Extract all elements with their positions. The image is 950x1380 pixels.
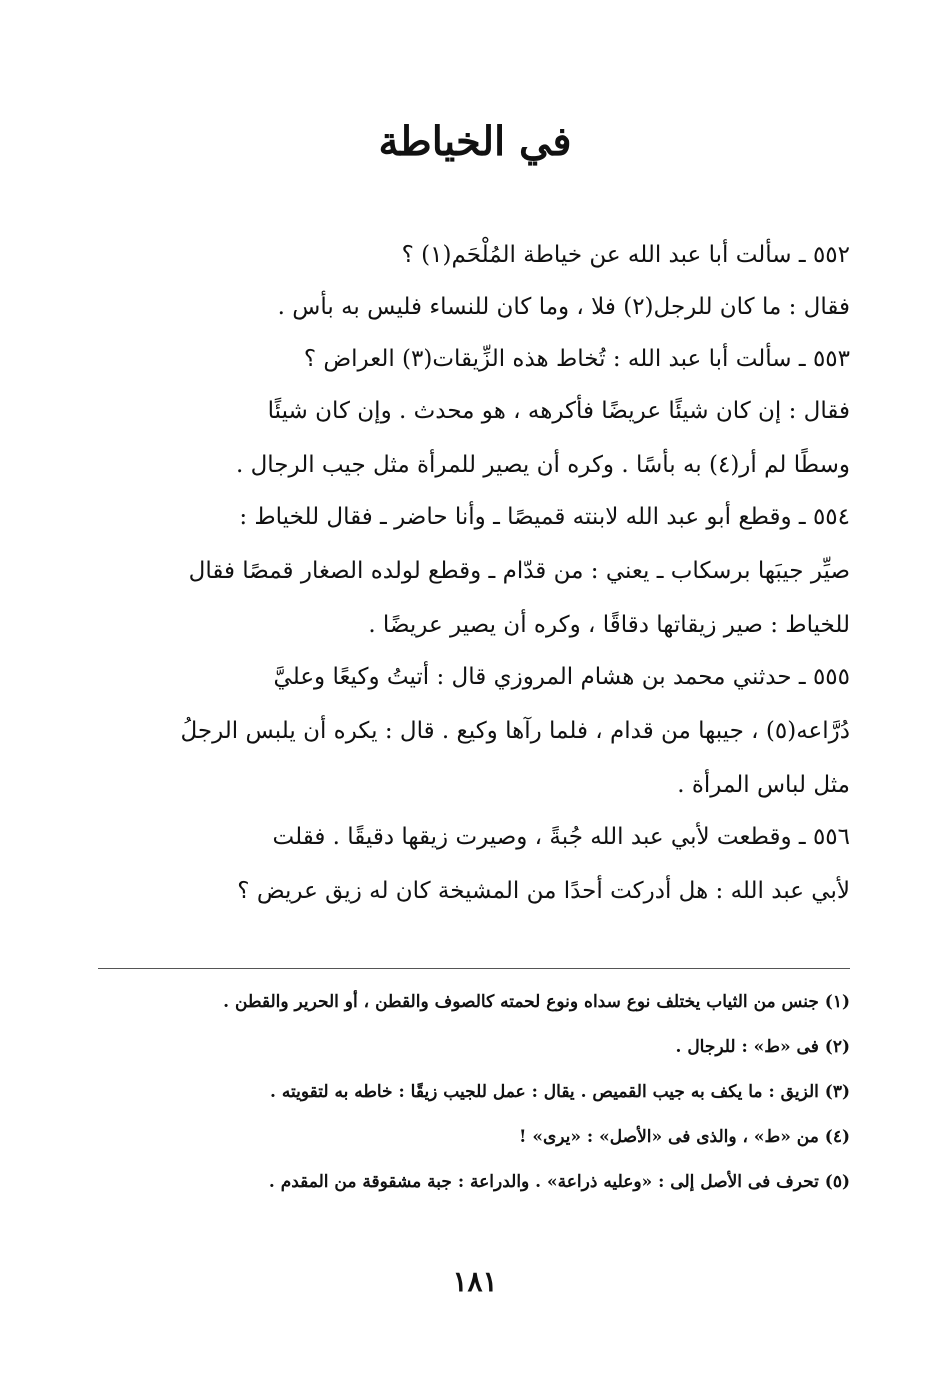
text-line: وسطًا لم أر(٤) به بأسًا . وكره أن يصير للمرأة مثل جيب الرجال . (235, 452, 850, 478)
footnote-4: (٤) من «ط» ، والذى فى «الأصل» : «يرى» ! (518, 1127, 850, 1147)
paragraph-553-answer (98, 396, 850, 480)
text-line: مثل لباس المرأة . (677, 772, 850, 798)
paragraph-556 (98, 822, 850, 906)
paragraph-553-question (98, 344, 850, 374)
text-line: للخياط : صير زيقاتها دقاقًا ، وكره أن يصير عريضًا . (368, 612, 850, 638)
paragraph-552-question (98, 240, 850, 270)
main-text (98, 240, 850, 928)
footnotes (98, 990, 850, 1215)
text-line: ٥٥٣ ـ سألت أبا عبد الله : تُخاط هذه الزِّيقات(٣) العراض ؟ (303, 346, 850, 372)
paragraph-555 (98, 662, 850, 800)
text-line: لأبي عبد الله : هل أدركت أحدًا من المشيخة كان له زيق عريض ؟ (237, 878, 850, 904)
text-line: ٥٥٢ ـ سألت أبا عبد الله عن خياطة المُلْحَم(١) ؟ (401, 242, 850, 268)
chapter-title: في الخياطة (378, 118, 572, 165)
text-line: فقال : إن كان شيئًا عريضًا فأكرهه ، هو محدث . وإن كان شيئًا (267, 398, 850, 424)
text-line: فقال : ما كان للرجل(٢) فلا ، وما كان للنساء فليس به بأس . (277, 294, 850, 320)
text-line: ٥٥٤ ـ وقطع أبو عبد الله لابنته قميصًا ـ وأنا حاضر ـ فقال للخياط : (239, 504, 850, 530)
text-line: ٥٥٦ ـ وقطعت لأبي عبد الله جُبةً ، وصيرت زيقها دقيقًا . فقلت (272, 824, 850, 850)
footnote-5: (٥) تحرف فى الأصل إلى : «وعليه ذراعة» . والدراعة : جبة مشقوقة من المقدم . (268, 1172, 850, 1192)
page-number: ١٨١ (452, 1265, 498, 1298)
paragraph-552-answer (98, 292, 850, 322)
footnote-3: (٣) الزيق : ما يكف به جيب القميص . يقال : عمل للجيب زيقًا : خاطه به لتقويته . (270, 1082, 850, 1102)
text-line: ٥٥٥ ـ حدثني محمد بن هشام المروزي قال : أتيتُ وكيعًا وعليَّ (273, 664, 850, 690)
paragraph-554 (98, 502, 850, 640)
text-line: صيِّر جيبَها برسكاب ـ يعني : من قدّام ـ وقطع لولده الصغار قمصًا فقال (188, 558, 850, 584)
footnote-1: (١) جنس من الثياب يختلف نوع سداه ونوع لحمته كالصوف والقطن ، أو الحرير والقطن . (223, 992, 850, 1012)
footnote-divider (98, 968, 850, 969)
footnote-2: (٢) فى «ط» : للرجال . (675, 1037, 850, 1057)
text-line: دُرَّاعه(٥) ، جيبها من قدام ، فلما رآها وكيع . قال : يكره أن يلبس الرجلُ (180, 718, 850, 744)
